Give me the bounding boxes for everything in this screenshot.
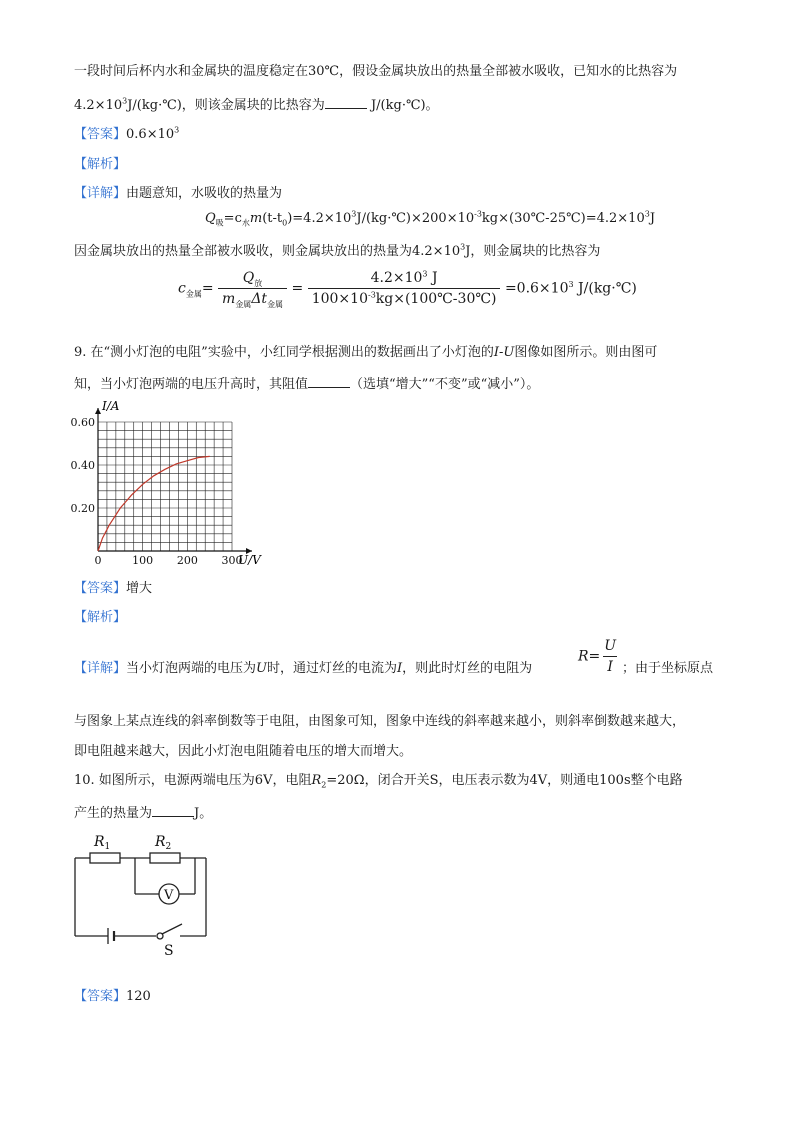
y-tick-label: 0.40 (70, 459, 95, 472)
q9-line-c: 即电阻越来越大，因此小灯泡电阻随着电压的增大而增大。 (74, 744, 413, 759)
chart-grid (98, 422, 232, 551)
q9-detail: 【详解】当小灯泡两端的电压为U时，通过灯丝的电流为I，则此时灯丝的电阻为 (74, 661, 533, 676)
resistance-formula: R= $\frac{U}{I}$ (578, 638, 617, 675)
q9-analysis-tag: 【解析】 (74, 610, 127, 625)
q10-line1: 10. 如图所示，电源两端电压为6V，电阻$R_2=20\Omega$，闭合开关S，电压表示数为4V，则通电100s整个电路 (74, 773, 683, 790)
x-axis-label: U/V (238, 553, 261, 567)
x-tick-label: 0 (94, 554, 102, 567)
specific-heat-formula: $c_{金属}=$ $\frac{Q_放}{m_{金属}\Delta t_{金属}}$ = $\frac{4.2\times 10^3 J}{100\times 10^{-3}kg\times(100℃-30℃)}$ $=0.6\times 10^3$ J/(kg·℃) (178, 269, 637, 309)
r1-resistor (90, 853, 120, 863)
answer-blank[interactable] (308, 375, 350, 388)
switch-label: S (164, 943, 174, 958)
voltmeter-label: V (164, 888, 174, 903)
p8-answer: 【答案】$0.6\times 10^3$ (74, 125, 180, 142)
p8-detail: 【详解】由题意知，水吸收的热量为 (74, 186, 283, 201)
q9-answer: 【答案】增大 (74, 581, 153, 596)
y-axis-label: I/A (102, 399, 120, 413)
svg-text:R2: $R_2$ (155, 834, 172, 852)
svg-text:R1: $R_1$ (94, 834, 111, 852)
q9-line-b: 与图象上某点连线的斜率倒数等于电阻，由图象可知，图象中连线的斜率越来越小，则斜率倒数越来越大， (74, 714, 686, 729)
r2-resistor (150, 853, 180, 863)
circuit-diagram (68, 828, 218, 958)
q9-line2: 知，当小灯泡两端的电压升高时，其阻值 （选填“增大”“不变”或“减小”）。 (74, 377, 540, 392)
iu-curve (98, 456, 210, 551)
x-tick-label: 100 (132, 554, 154, 567)
answer-blank[interactable] (325, 96, 367, 109)
q9-detail-end: ；由于坐标原点 (622, 661, 714, 676)
fraction-values: $\frac{4.2\times 10^3 J}{100\times 10^{-3}kg\times(100℃-30℃)}$ (308, 270, 501, 307)
p8-line2: $4.2\times 10^3J/(kg\cdot℃)$，则该金属块的比热容为 J/(kg·℃)。 (74, 96, 439, 113)
x-tick-label: 200 (176, 554, 198, 567)
chart-axes (95, 408, 252, 554)
p8-line1: 一段时间后杯内水和金属块的温度稳定在30℃，假设金属块放出的热量全部被水吸收，已知水的比热容为 (74, 64, 678, 79)
y-tick-label: 0.20 (70, 502, 95, 515)
p8-because: 因金属块放出的热量全部被水吸收，则金属块放出的热量为$4.2\times 10^3J$，则金属块的比热容为 (74, 242, 601, 259)
answer-tag: 【答案】 (74, 127, 127, 142)
chart-ticks (71, 416, 243, 567)
x-tick-label: 300 (221, 554, 243, 567)
q10-line2: 产生的热量为 J。 (74, 806, 213, 821)
y-axis-arrow (95, 408, 101, 414)
heat-absorbed-formula: $Q_吸=c_水m(t-t_0)=4.2\times 10^3J/(kg\cdot℃)\times 200\times 10^{-3}kg\times(30℃-25℃)=4.2\times 10^3J$ (205, 209, 656, 228)
p8-analysis-tag: 【解析】 (74, 157, 127, 172)
fraction-q-over-m-dt: $\frac{Q_放}{m_{金属}\Delta t_{金属}}$ (218, 270, 287, 307)
y-tick-label: 0.60 (70, 416, 95, 429)
answer-blank[interactable] (152, 804, 194, 817)
iu-chart (70, 398, 270, 568)
q10-answer: 【答案】120 (74, 989, 151, 1004)
q9-line1: 9. 在“测小灯泡的电阻”实验中，小红同学根据测出的数据画出了小灯泡的I-U图像如图所示。则由图可 (74, 345, 658, 360)
